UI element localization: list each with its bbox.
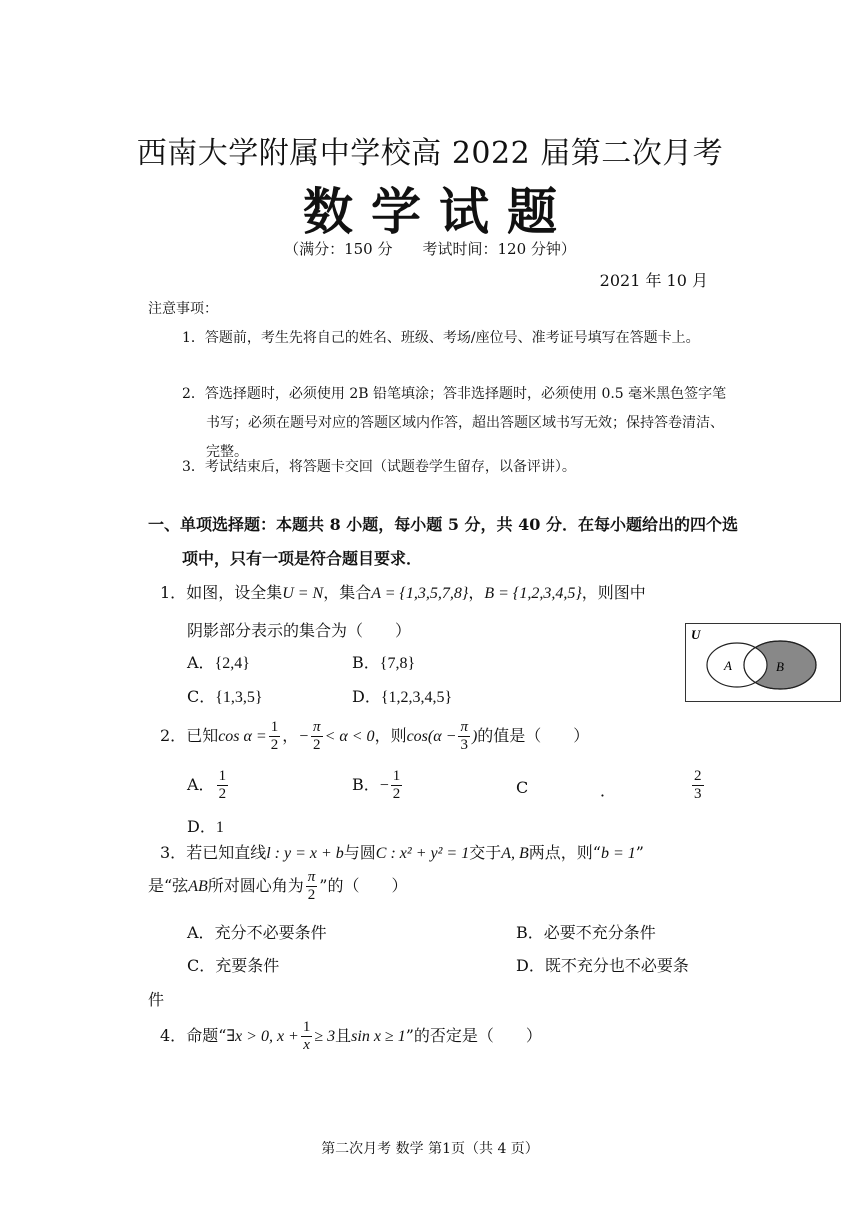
fraction [306,869,318,904]
math-expr: C : x² + y² = 1 [375,845,470,862]
option-label: B． [352,775,380,794]
subject-title: 数学试题 [303,182,575,241]
option-label: D． [352,687,381,706]
option-d [352,684,452,707]
fraction-numerator: 1 [392,768,401,784]
fraction-denominator: 2 [307,887,316,903]
question-text: 的值是（ ） [477,726,590,745]
option-c-dot: ． [600,781,617,800]
math-expr: AB [188,878,208,895]
fraction [217,768,229,803]
math-expr: < α < 0 [324,728,375,745]
option-label: A． [187,775,215,794]
math-expr: − [379,777,389,794]
fraction-numerator: 2 [694,768,702,784]
question-4 [160,1014,542,1059]
school-title: 西南大学附属中学校高 2022 届第二次月考 [136,136,724,171]
fraction-denominator: 2 [313,737,321,753]
fraction-numerator: 1 [218,768,227,784]
option-c [187,684,263,707]
question-text: ，则 [374,726,407,745]
fraction-denominator: 3 [460,737,468,753]
question-1 [160,580,646,603]
note-item-1: 1．答题前，考生先将自己的姓名、班级、考场/座位号、准考证号填写在答题卡上。 [182,330,700,346]
notes-heading: 注意事项： [148,301,218,317]
option-value: 充要条件 [215,956,280,975]
option-d-overflow: 件 [148,990,165,1009]
fraction [269,719,281,754]
venn-label-u: U [691,627,701,642]
question-2 [160,716,589,757]
fraction [311,719,323,754]
question-text: 所对圆心角为 [207,876,304,895]
option-label: C． [187,956,216,975]
math-expr: cos α = [218,728,267,745]
option-label: D． [187,817,216,836]
question-text: 已知 [186,726,219,745]
math-expr: cos(α − [406,728,457,745]
option-a [187,650,250,673]
question-number: 2． [160,726,187,745]
fraction-numerator: 1 [302,1019,311,1035]
fraction-denominator: x [303,1037,310,1053]
question-text: 与圆 [343,843,376,862]
option-value: 既不充分也不必要条 [544,956,689,975]
fraction [692,768,704,803]
fraction-numerator: π [307,869,316,885]
math-expr: − [298,728,310,745]
math-expr: l : y = x + b [266,845,344,862]
option-label: A． [187,653,215,672]
fraction-denominator: 2 [270,737,279,753]
question-number: 4． [160,1026,187,1045]
fraction [458,719,470,754]
math-expr: B = {1,2,3,4,5} [484,585,582,602]
question-text: ， [282,726,299,745]
option-c-value [690,768,706,803]
option-c [187,953,279,976]
option-value: {7,8} [379,655,416,672]
question-text: ，则图中 [581,583,646,602]
option-b [352,650,415,673]
option-value: 充分不必要条件 [214,923,327,942]
venn-diagram [685,623,841,702]
option-label: D． [516,956,545,975]
question-number: 3． [160,843,187,862]
math-expr: ∃x > 0, x + [226,1028,299,1045]
option-label: B． [516,923,544,942]
question-3-line2 [148,866,407,907]
question-text: ”的否定是（ ） [405,1026,542,1045]
option-d [187,814,224,837]
question-text: ”的（ ） [319,876,408,895]
question-text: ， [468,583,485,602]
option-c-label: C [516,778,529,797]
math-expr: A = {1,3,5,7,8} [371,585,469,602]
venn-label-b: B [776,659,784,674]
fraction-denominator: 2 [218,786,227,802]
option-b [516,920,656,943]
page-footer: 第二次月考 数学 第1页（共 4 页） [321,1141,539,1157]
note-item-2: 2．答选择题时，必须使用 2B 铅笔填涂；答非选择题时，必须使用 0.5 毫米黑色签字笔书写；必须在题号对应的答题区域内作答，超出答题区域书写无效；保持答卷清洁、完整。 [182,386,727,460]
option-d [516,953,689,976]
fraction [391,768,403,803]
fraction-numerator: π [313,719,321,735]
venn-label-a: A [724,658,732,673]
exam-date: 2021 年 10 月 [599,271,708,290]
question-text: ，集合 [323,583,372,602]
option-label: B． [352,653,380,672]
option-value: {2,4} [214,655,250,672]
question-text: 交于 [469,843,502,862]
question-text: ” [635,843,644,862]
question-text: 命题“ [186,1026,227,1045]
fraction-denominator: 3 [694,786,702,802]
option-a [187,768,230,803]
exam-meta: （满分：150 分 考试时间：120 分钟） [284,240,576,258]
question-text: 如图，设全集 [186,583,283,602]
math-expr: U = N [282,585,324,602]
math-expr: ) [471,728,478,745]
question-3 [160,840,644,863]
option-b [352,768,404,803]
option-value: 1 [215,819,224,836]
question-text: 两点，则“ [528,843,601,862]
math-expr: b = 1 [600,845,636,862]
fraction [301,1019,313,1054]
math-expr: sin x ≥ 1 [351,1028,406,1045]
fraction-denominator: 2 [392,786,401,802]
option-label: A． [187,923,215,942]
option-value: {1,3,5} [215,689,263,706]
question-text: 若已知直线 [186,843,267,862]
section-heading: 一、单项选择题：本题共 8 小题，每小题 5 分，共 40 分．在每小题给出的四个选项中，只有一项是符合题目要求． [148,515,738,568]
question-number: 1． [160,583,187,602]
fraction-numerator: 1 [270,719,279,735]
option-value: {1,2,3,4,5} [380,689,453,706]
option-value: 必要不充分条件 [543,923,656,942]
question-text: 且 [335,1026,352,1045]
option-label: C． [187,687,216,706]
math-expr: ≥ 3 [314,1028,336,1045]
question-1-line2: 阴影部分表示的集合为（ ） [187,621,412,640]
fraction-numerator: π [460,719,468,735]
math-expr: A, B [501,845,529,862]
note-item-3: 3．考试结束后，将答题卡交回（试题卷学生留存，以备评讲）。 [182,459,576,475]
question-text: 是“弦 [148,876,189,895]
option-a [187,920,327,943]
